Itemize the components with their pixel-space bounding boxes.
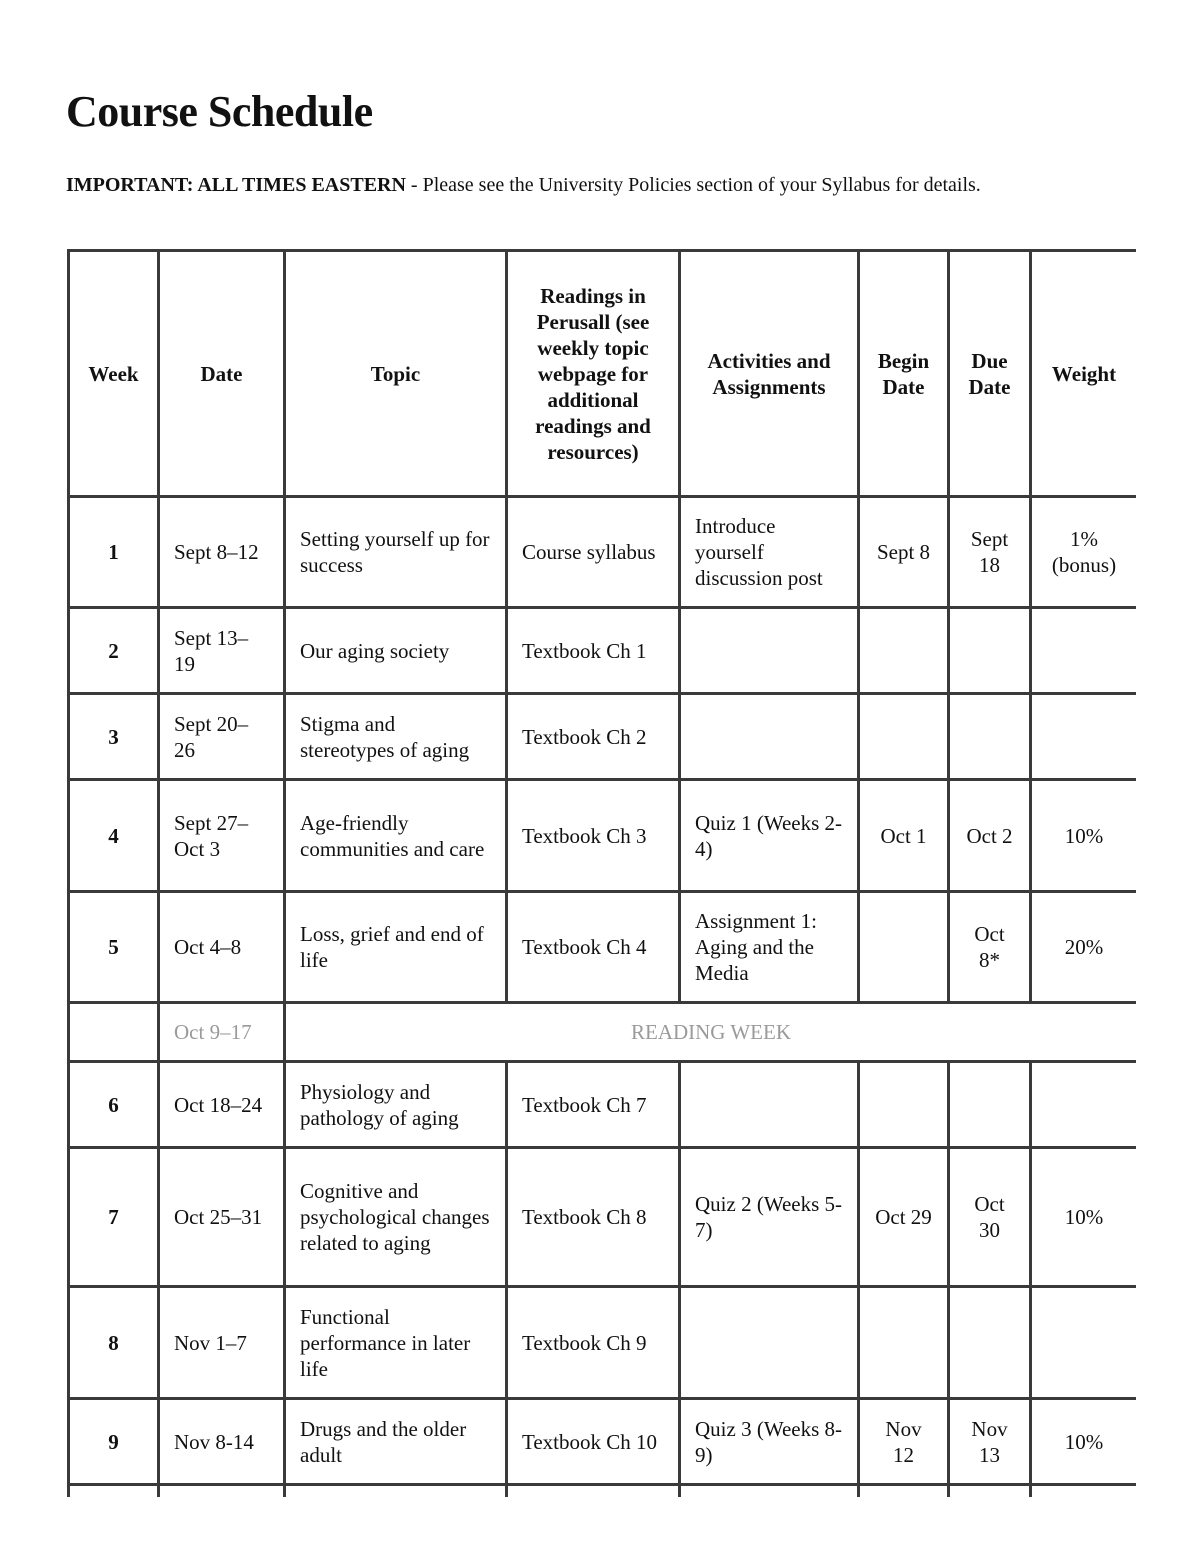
topic-cell: Physiology and pathology of aging: [285, 1062, 507, 1148]
weight-cell: 1% (bonus): [1031, 497, 1137, 608]
activities-cell: Assignment 1: Aging and the Media: [680, 892, 859, 1003]
week-cell: 1: [69, 497, 159, 608]
table-row: [69, 694, 1137, 780]
table-row: [69, 1148, 1137, 1287]
header-week: Week: [69, 251, 159, 497]
header-begin-date: Begin Date: [859, 251, 949, 497]
continued-cell: [285, 1485, 507, 1498]
week-cell: 4: [69, 780, 159, 892]
activities-cell: [680, 1062, 859, 1148]
timezone-notice: [66, 172, 1146, 199]
begin-date-cell: [859, 892, 949, 1003]
activities-cell: Introduce yourself discussion post: [680, 497, 859, 608]
due-date-cell: Oct 2: [949, 780, 1031, 892]
weight-cell: 10%: [1031, 1148, 1137, 1287]
activities-cell: [680, 694, 859, 780]
header-due-date: Due Date: [949, 251, 1031, 497]
table-row: [69, 1062, 1137, 1148]
reading-week-row: [69, 1003, 1137, 1062]
weight-cell: [1031, 1062, 1137, 1148]
topic-cell: Age-friendly communities and care: [285, 780, 507, 892]
due-date-cell: Sept 18: [949, 497, 1031, 608]
due-date-cell: [949, 1062, 1031, 1148]
continued-cell: [1031, 1485, 1137, 1498]
page-title: Course Schedule: [66, 87, 373, 136]
date-cell: Sept 20–26: [159, 694, 285, 780]
reading-week-date: Oct 9–17: [159, 1003, 285, 1062]
date-cell: Sept 13–19: [159, 608, 285, 694]
table-row: [69, 1287, 1137, 1399]
week-cell: 8: [69, 1287, 159, 1399]
week-cell: 6: [69, 1062, 159, 1148]
header-date: Date: [159, 251, 285, 497]
begin-date-cell: Oct 29: [859, 1148, 949, 1287]
date-cell: Nov 1–7: [159, 1287, 285, 1399]
due-date-cell: Oct 8*: [949, 892, 1031, 1003]
activities-cell: Quiz 2 (Weeks 5-7): [680, 1148, 859, 1287]
table-row: [69, 780, 1137, 892]
weight-cell: 20%: [1031, 892, 1137, 1003]
weight-cell: [1031, 694, 1137, 780]
table-header-row: [69, 251, 1137, 497]
topic-cell: Setting yourself up for success: [285, 497, 507, 608]
header-activities: Activities and Assignments: [680, 251, 859, 497]
table-row: [69, 892, 1137, 1003]
header-readings: Readings in Perusall (see weekly topic webpage for additional readings and resources): [507, 251, 680, 497]
readings-cell: Textbook Ch 1: [507, 608, 680, 694]
topic-cell: Cognitive and psychological changes related to aging: [285, 1148, 507, 1287]
week-cell: [69, 1003, 159, 1062]
date-cell: Nov 8-14: [159, 1399, 285, 1485]
timezone-notice-bold: IMPORTANT: ALL TIMES EASTERN: [66, 174, 406, 196]
readings-cell: Textbook Ch 2: [507, 694, 680, 780]
continued-cell: [159, 1485, 285, 1498]
activities-cell: Quiz 3 (Weeks 8-9): [680, 1399, 859, 1485]
table-row: [69, 1399, 1137, 1485]
continued-cell: [949, 1485, 1031, 1498]
readings-cell: Textbook Ch 3: [507, 780, 680, 892]
date-cell: Sept 27–Oct 3: [159, 780, 285, 892]
continued-cell: [859, 1485, 949, 1498]
begin-date-cell: [859, 608, 949, 694]
readings-cell: Textbook Ch 9: [507, 1287, 680, 1399]
week-cell: 5: [69, 892, 159, 1003]
week-cell: 7: [69, 1148, 159, 1287]
header-weight: Weight: [1031, 251, 1137, 497]
begin-date-cell: [859, 1062, 949, 1148]
due-date-cell: [949, 608, 1031, 694]
begin-date-cell: Oct 1: [859, 780, 949, 892]
date-cell: Oct 18–24: [159, 1062, 285, 1148]
week-cell: 9: [69, 1399, 159, 1485]
timezone-notice-text: - Please see the University Policies section of your Syllabus for details.: [405, 174, 981, 196]
continued-cell: [680, 1485, 859, 1498]
activities-cell: Quiz 1 (Weeks 2-4): [680, 780, 859, 892]
weight-cell: [1031, 1287, 1137, 1399]
table-row-continued: [69, 1485, 1137, 1498]
readings-cell: Textbook Ch 10: [507, 1399, 680, 1485]
weight-cell: 10%: [1031, 780, 1137, 892]
readings-cell: Textbook Ch 7: [507, 1062, 680, 1148]
weight-cell: 10%: [1031, 1399, 1137, 1485]
continued-cell: [69, 1485, 159, 1498]
weight-cell: [1031, 608, 1137, 694]
week-cell: 2: [69, 608, 159, 694]
topic-cell: Our aging society: [285, 608, 507, 694]
date-cell: Oct 25–31: [159, 1148, 285, 1287]
schedule-table: [67, 249, 1136, 1497]
readings-cell: Course syllabus: [507, 497, 680, 608]
due-date-cell: Nov 13: [949, 1399, 1031, 1485]
begin-date-cell: [859, 694, 949, 780]
begin-date-cell: [859, 1287, 949, 1399]
topic-cell: Stigma and stereotypes of aging: [285, 694, 507, 780]
topic-cell: Drugs and the older adult: [285, 1399, 507, 1485]
due-date-cell: Oct 30: [949, 1148, 1031, 1287]
table-row: [69, 497, 1137, 608]
schedule-table-container: [67, 249, 1136, 1497]
continued-cell: [507, 1485, 680, 1498]
topic-cell: Functional performance in later life: [285, 1287, 507, 1399]
readings-cell: Textbook Ch 4: [507, 892, 680, 1003]
due-date-cell: [949, 1287, 1031, 1399]
readings-cell: Textbook Ch 8: [507, 1148, 680, 1287]
date-cell: Oct 4–8: [159, 892, 285, 1003]
week-cell: 3: [69, 694, 159, 780]
activities-cell: [680, 608, 859, 694]
header-topic: Topic: [285, 251, 507, 497]
begin-date-cell: Sept 8: [859, 497, 949, 608]
topic-cell: Loss, grief and end of life: [285, 892, 507, 1003]
due-date-cell: [949, 694, 1031, 780]
date-cell: Sept 8–12: [159, 497, 285, 608]
activities-cell: [680, 1287, 859, 1399]
begin-date-cell: Nov 12: [859, 1399, 949, 1485]
reading-week-label: READING WEEK: [285, 1003, 1137, 1062]
table-row: [69, 608, 1137, 694]
